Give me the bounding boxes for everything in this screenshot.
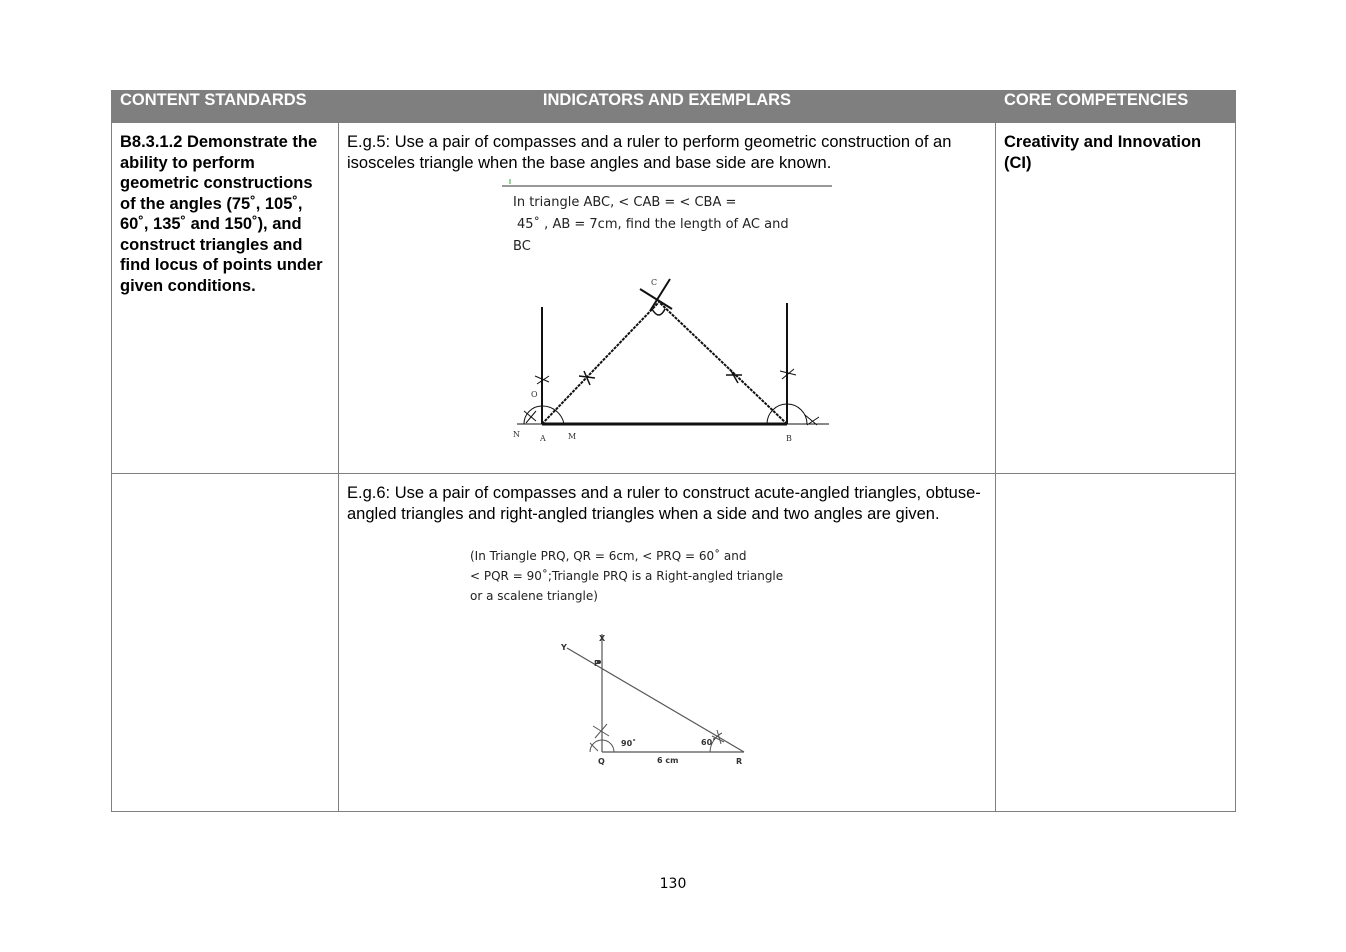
header-indicators-exemplars: INDICATORS AND EXEMPLARS bbox=[339, 91, 996, 123]
header-core-competencies: CORE COMPETENCIES bbox=[996, 91, 1236, 123]
label-side-6cm: 6 cm bbox=[657, 756, 679, 765]
label-o: O bbox=[531, 390, 538, 399]
label-angle-60: 60˚ bbox=[701, 738, 717, 747]
exemplar-text: E.g.6: Use a pair of compasses and a ruler to construct acute-angled triangles, obtuse-angled triangles and right-angled triangles when a side and two angles are given. bbox=[347, 484, 981, 523]
isosceles-triangle-figure bbox=[347, 179, 987, 454]
table-row bbox=[112, 123, 1236, 474]
figure-caption-line2: 45˚ , AB = 7cm, find the length of AC and bbox=[517, 217, 789, 232]
content-standard-cell bbox=[112, 474, 339, 812]
label-r: R bbox=[736, 757, 743, 766]
content-standard-text: B8.3.1.2 Demonstrate the ability to perform geometric constructions of the angles (75˚, 105˚, 60˚, 135˚ and 150˚), and construct triangles and find locus of points under given conditions. bbox=[120, 133, 323, 295]
exemplar-cell bbox=[339, 123, 996, 474]
right-triangle-figure bbox=[347, 538, 987, 778]
figure-caption-line1: (In Triangle PRQ, QR = 6cm, < PRQ = 60˚ and bbox=[470, 549, 747, 563]
label-angle-90: 90˚ bbox=[621, 739, 637, 748]
header-row bbox=[112, 91, 1236, 123]
core-competency-cell bbox=[996, 474, 1236, 812]
label-q: Q bbox=[598, 757, 605, 766]
figure-caption-line3: BC bbox=[513, 239, 531, 254]
label-p: P bbox=[594, 659, 600, 668]
content-standard-cell bbox=[112, 123, 339, 474]
curriculum-table bbox=[111, 90, 1236, 812]
label-y: Y bbox=[561, 643, 567, 652]
label-c: C bbox=[651, 278, 658, 287]
header-content-standards: CONTENT STANDARDS bbox=[112, 91, 339, 123]
figure-caption-line2: < PQR = 90˚;Triangle PRQ is a Right-angled triangle bbox=[470, 569, 784, 583]
exemplar-text: E.g.5: Use a pair of compasses and a ruler to perform geometric construction of an isosceles triangle when the base angles and base side are known. bbox=[347, 133, 952, 172]
figure-caption-line3: or a scalene triangle) bbox=[470, 589, 598, 603]
label-x: X bbox=[599, 634, 606, 643]
exemplar-cell bbox=[339, 474, 996, 812]
label-m: M bbox=[568, 432, 577, 441]
core-competency-text: Creativity and Innovation (CI) bbox=[1004, 133, 1202, 172]
figure-caption-line1: In triangle ABC, < CAB = < CBA = bbox=[513, 195, 737, 210]
table-row bbox=[112, 474, 1236, 812]
label-n: N bbox=[513, 430, 520, 439]
label-b: B bbox=[786, 434, 792, 443]
page-number: 130 bbox=[659, 876, 687, 892]
core-competency-cell bbox=[996, 123, 1236, 474]
label-a: A bbox=[540, 434, 546, 443]
